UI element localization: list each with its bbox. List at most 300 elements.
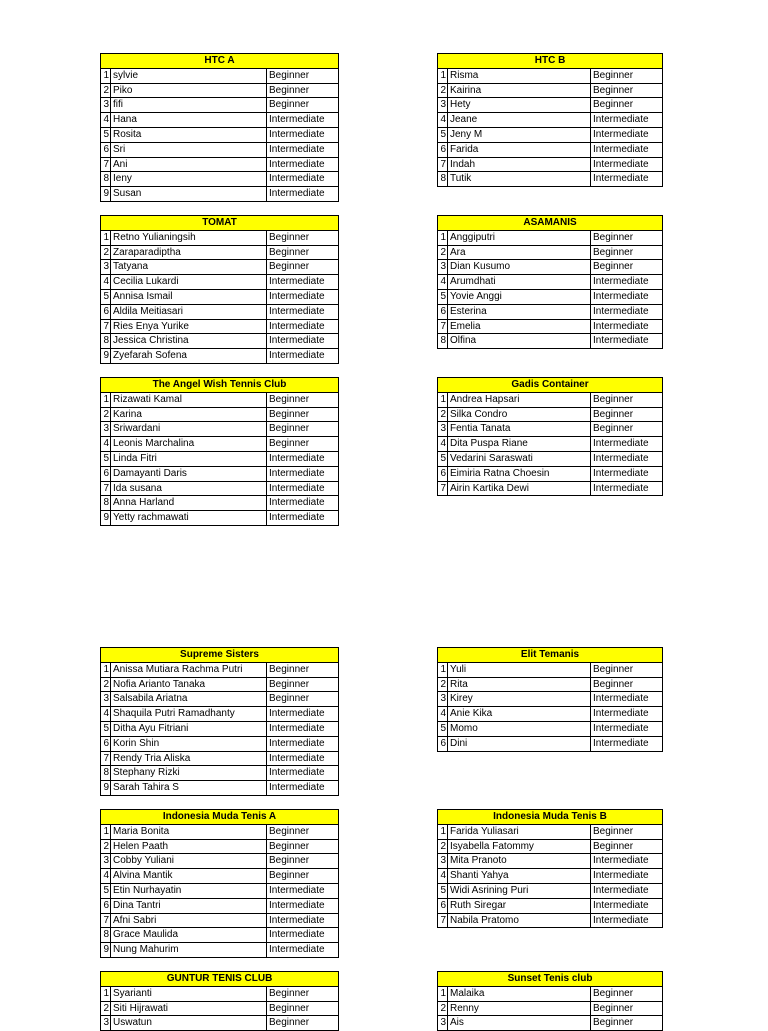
player-number: 6 [438, 736, 448, 751]
team-table [437, 377, 663, 496]
player-row [101, 451, 339, 466]
player-level: Beginner [591, 824, 663, 839]
player-level: Intermediate [267, 707, 339, 722]
player-level: Intermediate [267, 304, 339, 319]
player-row [438, 230, 663, 245]
player-row [438, 127, 663, 142]
player-name: Damayanti Daris [111, 466, 267, 481]
player-name: Widi Asrining Puri [448, 883, 591, 898]
player-row [438, 451, 663, 466]
player-number: 7 [438, 319, 448, 334]
player-name: Maria Bonita [111, 824, 267, 839]
team-table [437, 809, 663, 928]
player-number: 5 [101, 721, 111, 736]
player-number: 1 [438, 986, 448, 1001]
player-level: Intermediate [591, 869, 663, 884]
player-name: Anggiputri [448, 230, 591, 245]
player-row [101, 986, 339, 1001]
player-number: 7 [438, 157, 448, 172]
player-row [101, 127, 339, 142]
player-number: 9 [101, 187, 111, 202]
player-name: Siti Hijrawati [111, 1001, 267, 1016]
player-row [438, 437, 663, 452]
player-number: 8 [101, 496, 111, 511]
player-name: Dita Puspa Riane [448, 437, 591, 452]
player-name: Risma [448, 68, 591, 83]
player-row [438, 1016, 663, 1031]
player-number: 8 [101, 766, 111, 781]
player-name: Tutik [448, 172, 591, 187]
player-number: 4 [438, 869, 448, 884]
player-level: Intermediate [267, 157, 339, 172]
player-level: Intermediate [267, 334, 339, 349]
player-number: 9 [101, 943, 111, 958]
player-name: Zaraparadiptha [111, 245, 267, 260]
player-name: Rosita [111, 127, 267, 142]
player-level: Intermediate [267, 511, 339, 526]
player-name: Cecilia Lukardi [111, 275, 267, 290]
player-level: Intermediate [267, 113, 339, 128]
player-name: Airin Kartika Dewi [448, 481, 591, 496]
team-title: Indonesia Muda Tenis A [101, 810, 339, 825]
player-number: 7 [438, 913, 448, 928]
player-row [438, 289, 663, 304]
player-number: 3 [101, 422, 111, 437]
player-level: Beginner [267, 677, 339, 692]
player-number: 7 [101, 157, 111, 172]
player-row [438, 677, 663, 692]
team-table [100, 809, 339, 958]
player-number: 5 [438, 721, 448, 736]
player-level: Beginner [267, 824, 339, 839]
player-level: Intermediate [267, 883, 339, 898]
player-number: 1 [101, 68, 111, 83]
player-name: Farida Yuliasari [448, 824, 591, 839]
player-number: 2 [438, 677, 448, 692]
player-number: 8 [101, 334, 111, 349]
player-number: 3 [438, 692, 448, 707]
player-row [438, 113, 663, 128]
player-name: Arumdhati [448, 275, 591, 290]
player-name: Nung Mahurim [111, 943, 267, 958]
player-row [438, 986, 663, 1001]
player-name: Karina [111, 407, 267, 422]
player-name: Korin Shin [111, 736, 267, 751]
player-row [101, 407, 339, 422]
player-level: Intermediate [591, 481, 663, 496]
player-number: 5 [101, 127, 111, 142]
player-name: Hana [111, 113, 267, 128]
player-row [438, 172, 663, 187]
player-name: Salsabila Ariatna [111, 692, 267, 707]
player-name: Anissa Mutiara Rachma Putri [111, 662, 267, 677]
player-row [101, 481, 339, 496]
team-title: Supreme Sisters [101, 648, 339, 663]
player-name: Renny [448, 1001, 591, 1016]
player-row [438, 869, 663, 884]
player-number: 6 [438, 304, 448, 319]
player-name: Ieny [111, 172, 267, 187]
player-row [101, 289, 339, 304]
player-level: Intermediate [267, 319, 339, 334]
player-name: Etin Nurhayatin [111, 883, 267, 898]
player-row [101, 781, 339, 796]
player-row [101, 98, 339, 113]
player-number: 4 [438, 113, 448, 128]
player-row [101, 1016, 339, 1031]
player-level: Intermediate [267, 721, 339, 736]
player-name: Ida susana [111, 481, 267, 496]
player-name: Sarah Tahira S [111, 781, 267, 796]
team-table [437, 647, 663, 752]
player-number: 3 [438, 260, 448, 275]
player-level: Intermediate [591, 437, 663, 452]
player-number: 2 [101, 1001, 111, 1016]
player-level: Beginner [591, 1016, 663, 1031]
player-name: Hety [448, 98, 591, 113]
player-name: Olfina [448, 334, 591, 349]
player-name: Sri [111, 142, 267, 157]
player-row [438, 898, 663, 913]
player-row [438, 883, 663, 898]
player-level: Intermediate [267, 349, 339, 364]
player-name: Jeane [448, 113, 591, 128]
player-level: Intermediate [591, 304, 663, 319]
player-name: Annisa Ismail [111, 289, 267, 304]
player-number: 4 [438, 707, 448, 722]
player-name: Tatyana [111, 260, 267, 275]
player-name: Kirey [448, 692, 591, 707]
player-row [101, 349, 339, 364]
team-title: Sunset Tenis club [438, 972, 663, 987]
player-level: Beginner [591, 986, 663, 1001]
player-row [101, 68, 339, 83]
player-row [101, 883, 339, 898]
player-number: 4 [101, 707, 111, 722]
player-row [438, 854, 663, 869]
player-number: 1 [438, 392, 448, 407]
player-name: Nofia Arianto Tanaka [111, 677, 267, 692]
player-name: Sriwardani [111, 422, 267, 437]
player-level: Beginner [267, 392, 339, 407]
player-number: 1 [438, 230, 448, 245]
player-level: Intermediate [267, 142, 339, 157]
player-row [101, 392, 339, 407]
player-level: Intermediate [267, 275, 339, 290]
player-row [438, 407, 663, 422]
player-level: Beginner [267, 98, 339, 113]
player-level: Intermediate [591, 113, 663, 128]
player-name: Dian Kusumo [448, 260, 591, 275]
player-row [101, 677, 339, 692]
player-level: Intermediate [591, 275, 663, 290]
player-row [101, 113, 339, 128]
player-number: 7 [438, 481, 448, 496]
player-level: Intermediate [591, 692, 663, 707]
player-level: Beginner [591, 68, 663, 83]
player-level: Intermediate [591, 157, 663, 172]
player-number: 6 [438, 466, 448, 481]
player-level: Intermediate [267, 289, 339, 304]
player-row [101, 83, 339, 98]
player-row [438, 68, 663, 83]
player-number: 7 [101, 319, 111, 334]
player-name: Kairina [448, 83, 591, 98]
player-number: 1 [101, 824, 111, 839]
player-row [438, 83, 663, 98]
player-name: Nabila Pratomo [448, 913, 591, 928]
team-table [437, 215, 663, 349]
player-row [438, 304, 663, 319]
player-row [101, 334, 339, 349]
player-number: 6 [101, 466, 111, 481]
player-level: Beginner [591, 392, 663, 407]
player-number: 5 [438, 451, 448, 466]
team-table [437, 53, 663, 187]
player-name: Momo [448, 721, 591, 736]
player-name: Esterina [448, 304, 591, 319]
player-row [438, 275, 663, 290]
player-number: 7 [101, 913, 111, 928]
player-level: Beginner [267, 407, 339, 422]
player-number: 9 [101, 349, 111, 364]
player-name: Anna Harland [111, 496, 267, 511]
team-table [437, 971, 663, 1031]
player-level: Intermediate [591, 707, 663, 722]
player-row [101, 437, 339, 452]
player-level: Intermediate [267, 766, 339, 781]
player-row [101, 422, 339, 437]
player-number: 2 [101, 407, 111, 422]
player-number: 6 [438, 142, 448, 157]
player-row [101, 230, 339, 245]
player-name: Ani [111, 157, 267, 172]
player-number: 4 [438, 275, 448, 290]
player-name: Alvina Mantik [111, 869, 267, 884]
player-name: Aldila Meitiasari [111, 304, 267, 319]
player-number: 9 [101, 781, 111, 796]
player-name: Shanti Yahya [448, 869, 591, 884]
player-number: 2 [101, 839, 111, 854]
player-number: 6 [101, 304, 111, 319]
team-table [100, 53, 339, 202]
player-name: Ais [448, 1016, 591, 1031]
player-row [101, 496, 339, 511]
player-row [101, 692, 339, 707]
player-name: Stephany Rizki [111, 766, 267, 781]
player-level: Intermediate [591, 172, 663, 187]
player-number: 5 [101, 451, 111, 466]
player-name: fifi [111, 98, 267, 113]
player-number: 1 [438, 662, 448, 677]
player-level: Intermediate [267, 913, 339, 928]
player-level: Intermediate [267, 751, 339, 766]
player-name: Ries Enya Yurike [111, 319, 267, 334]
player-number: 4 [438, 437, 448, 452]
player-level: Intermediate [267, 481, 339, 496]
player-row [101, 511, 339, 526]
player-number: 6 [101, 142, 111, 157]
player-row [438, 422, 663, 437]
player-name: Helen Paath [111, 839, 267, 854]
player-number: 1 [438, 824, 448, 839]
player-number: 3 [438, 422, 448, 437]
player-name: Ditha Ayu Fitriani [111, 721, 267, 736]
player-row [438, 157, 663, 172]
player-number: 1 [101, 230, 111, 245]
player-number: 2 [101, 245, 111, 260]
player-name: Rizawati Kamal [111, 392, 267, 407]
player-level: Intermediate [267, 898, 339, 913]
player-level: Intermediate [267, 736, 339, 751]
player-row [101, 839, 339, 854]
player-number: 2 [438, 83, 448, 98]
player-number: 1 [101, 662, 111, 677]
player-row [101, 1001, 339, 1016]
player-level: Beginner [267, 662, 339, 677]
player-number: 8 [438, 172, 448, 187]
player-name: Fentia Tanata [448, 422, 591, 437]
player-level: Intermediate [267, 781, 339, 796]
player-level: Intermediate [591, 334, 663, 349]
player-level: Intermediate [591, 854, 663, 869]
player-level: Intermediate [591, 466, 663, 481]
player-name: Leonis Marchalina [111, 437, 267, 452]
team-title: Gadis Container [438, 378, 663, 393]
player-name: Yuli [448, 662, 591, 677]
player-level: Beginner [267, 869, 339, 884]
player-number: 5 [101, 883, 111, 898]
player-number: 8 [101, 172, 111, 187]
player-row [101, 245, 339, 260]
player-row [101, 187, 339, 202]
player-level: Intermediate [267, 466, 339, 481]
player-level: Intermediate [591, 451, 663, 466]
player-level: Beginner [267, 437, 339, 452]
player-row [101, 157, 339, 172]
player-name: Emelia [448, 319, 591, 334]
player-level: Intermediate [591, 883, 663, 898]
player-name: Susan [111, 187, 267, 202]
team-title: HTC A [101, 54, 339, 69]
player-level: Beginner [591, 98, 663, 113]
player-row [101, 928, 339, 943]
player-name: Anie Kika [448, 707, 591, 722]
player-level: Beginner [591, 407, 663, 422]
player-number: 5 [438, 883, 448, 898]
player-name: Silka Condro [448, 407, 591, 422]
player-number: 4 [101, 869, 111, 884]
player-number: 3 [101, 98, 111, 113]
player-name: Mita Pranoto [448, 854, 591, 869]
player-name: Rendy Tria Aliska [111, 751, 267, 766]
player-level: Beginner [267, 839, 339, 854]
player-row [438, 707, 663, 722]
player-row [438, 839, 663, 854]
player-number: 5 [101, 289, 111, 304]
player-level: Intermediate [267, 127, 339, 142]
player-number: 1 [438, 68, 448, 83]
player-name: Piko [111, 83, 267, 98]
player-row [438, 824, 663, 839]
player-number: 4 [101, 113, 111, 128]
player-number: 8 [101, 928, 111, 943]
player-level: Beginner [591, 422, 663, 437]
player-row [438, 142, 663, 157]
player-number: 3 [438, 98, 448, 113]
player-number: 2 [438, 1001, 448, 1016]
player-level: Intermediate [591, 736, 663, 751]
player-level: Beginner [267, 692, 339, 707]
player-level: Intermediate [267, 451, 339, 466]
player-level: Beginner [591, 677, 663, 692]
player-name: Shaquila Putri Ramadhanty [111, 707, 267, 722]
player-row [101, 736, 339, 751]
team-title: HTC B [438, 54, 663, 69]
player-name: Indah [448, 157, 591, 172]
player-name: Farida [448, 142, 591, 157]
player-name: Eimiria Ratna Choesin [448, 466, 591, 481]
player-number: 2 [438, 839, 448, 854]
player-name: Dini [448, 736, 591, 751]
player-name: Uswatun [111, 1016, 267, 1031]
player-number: 3 [101, 692, 111, 707]
player-level: Intermediate [267, 928, 339, 943]
player-level: Beginner [267, 986, 339, 1001]
player-level: Intermediate [267, 172, 339, 187]
player-level: Intermediate [591, 289, 663, 304]
player-name: Jessica Christina [111, 334, 267, 349]
player-row [101, 766, 339, 781]
player-number: 9 [101, 511, 111, 526]
player-number: 5 [438, 127, 448, 142]
player-level: Beginner [591, 245, 663, 260]
team-table [100, 647, 339, 796]
player-number: 3 [101, 854, 111, 869]
player-level: Beginner [267, 260, 339, 275]
player-row [438, 466, 663, 481]
player-name: Vedarini Saraswati [448, 451, 591, 466]
player-row [101, 869, 339, 884]
player-row [438, 736, 663, 751]
player-number: 1 [101, 986, 111, 1001]
team-table [100, 971, 339, 1031]
player-level: Beginner [591, 839, 663, 854]
player-row [438, 245, 663, 260]
player-name: Rita [448, 677, 591, 692]
player-row [101, 943, 339, 958]
player-name: Isyabella Fatommy [448, 839, 591, 854]
player-number: 2 [101, 677, 111, 692]
player-name: sylvie [111, 68, 267, 83]
player-level: Beginner [267, 854, 339, 869]
player-name: Andrea Hapsari [448, 392, 591, 407]
player-row [438, 319, 663, 334]
player-number: 3 [438, 1016, 448, 1031]
player-row [438, 721, 663, 736]
player-row [438, 1001, 663, 1016]
player-name: Afni Sabri [111, 913, 267, 928]
player-number: 3 [101, 260, 111, 275]
player-level: Intermediate [267, 496, 339, 511]
player-level: Intermediate [591, 319, 663, 334]
player-level: Beginner [267, 422, 339, 437]
player-row [438, 334, 663, 349]
player-name: Yetty rachmawati [111, 511, 267, 526]
team-table [100, 215, 339, 364]
player-row [101, 824, 339, 839]
player-name: Retno Yulianingsih [111, 230, 267, 245]
